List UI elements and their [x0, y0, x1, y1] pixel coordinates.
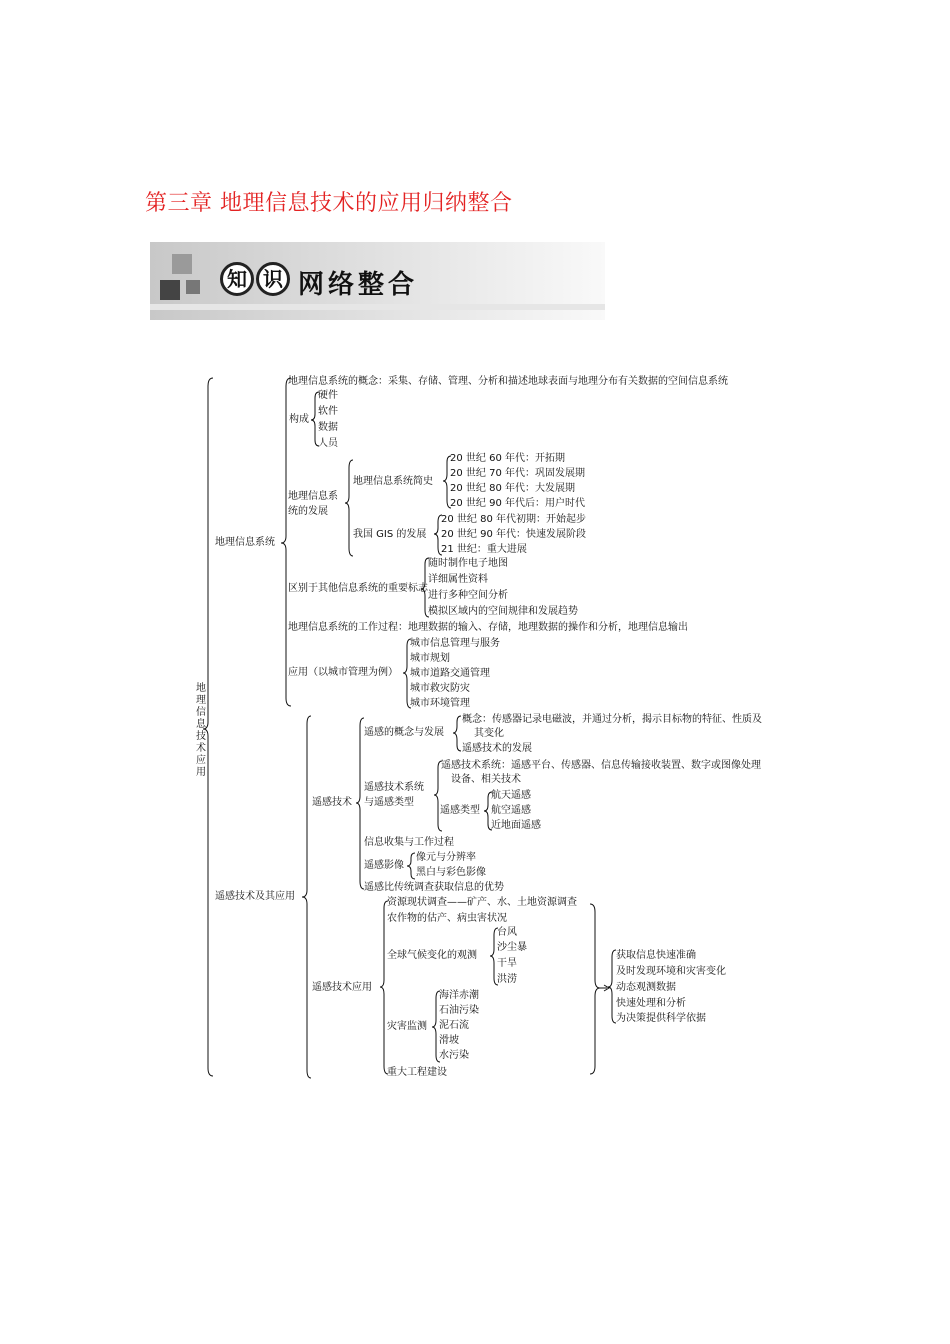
application-item: 城市救灾防灾 — [410, 683, 470, 694]
rs-system: 设备、相关技术 — [451, 774, 521, 785]
rs-app-engineering: 重大工程建设 — [387, 1067, 447, 1078]
rs-climate-item: 台风 — [497, 927, 517, 938]
rs-concept: 其变化 — [474, 728, 504, 739]
rs-disaster-node: 灾害监测 — [387, 1021, 427, 1032]
rs-types-node: 遥感类型 — [440, 805, 480, 816]
composition-item: 软件 — [318, 406, 338, 417]
application-item: 城市道路交通管理 — [410, 668, 490, 679]
benefit-item: 动态观测数据 — [616, 982, 676, 993]
rs-app-crop: 农作物的估产、病虫害状况 — [387, 913, 507, 924]
china-gis-item: 20 世纪 90 年代：快速发展阶段 — [441, 529, 586, 540]
rs-advantage: 遥感比传统调查获取信息的优势 — [364, 882, 504, 893]
rs-type-item: 航天遥感 — [491, 790, 531, 801]
rs-climate-item: 干旱 — [497, 958, 517, 969]
history-item: 20 世纪 70 年代：巩固发展期 — [450, 468, 585, 479]
benefit-item: 为决策提供科学依据 — [616, 1013, 706, 1024]
development-node: 统的发展 — [288, 506, 328, 517]
rs-climate-node: 全球气候变化的观测 — [387, 950, 477, 961]
gis-node: 地理信息系统 — [215, 537, 275, 548]
composition-item: 硬件 — [318, 390, 338, 401]
composition-node: 构成 — [289, 414, 309, 425]
benefit-item: 获取信息快速准确 — [616, 950, 696, 961]
rs-imagery-node: 遥感影像 — [364, 860, 404, 871]
rs-tech-node: 遥感技术 — [312, 797, 352, 808]
rs-disaster-item: 水污染 — [439, 1050, 469, 1061]
rs-node: 遥感技术及其应用 — [215, 891, 295, 902]
rs-system-node: 与遥感类型 — [364, 797, 414, 808]
rs-concept-dev-node: 遥感的概念与发展 — [364, 727, 444, 738]
history-item: 20 世纪 60 年代：开拓期 — [450, 453, 565, 464]
rs-imagery-item: 黑白与彩色影像 — [416, 867, 486, 878]
rs-development: 遥感技术的发展 — [462, 743, 532, 754]
rs-info-process: 信息收集与工作过程 — [364, 837, 454, 848]
rs-type-item: 航空遥感 — [491, 805, 531, 816]
banner-char-2: 识 — [256, 262, 290, 296]
benefit-item: 及时发现环境和灾害变化 — [616, 966, 726, 977]
rs-system-node: 遥感技术系统 — [364, 782, 424, 793]
rs-system: 遥感技术系统：遥感平台、传感器、信息传输接收装置、数字或图像处理 — [441, 760, 761, 771]
application-item: 城市规划 — [410, 653, 450, 664]
distinction-item: 模拟区域内的空间规律和发展趋势 — [428, 606, 578, 617]
history-node: 地理信息系统简史 — [353, 476, 433, 487]
rs-climate-item: 沙尘暴 — [497, 942, 527, 953]
history-item: 20 世纪 90 年代后：用户时代 — [450, 498, 585, 509]
distinction-item: 详细属性资料 — [428, 574, 488, 585]
history-item: 20 世纪 80 年代：大发展期 — [450, 483, 575, 494]
rs-concept: 概念：传感器记录电磁波，并通过分析，揭示目标物的特征、性质及 — [462, 714, 762, 725]
page-title: 第三章 地理信息技术的应用归纳整合 — [145, 191, 513, 216]
gis-workflow: 地理信息系统的工作过程：地理数据的输入、存储，地理数据的操作和分析，地理信息输出 — [288, 622, 688, 633]
composition-item: 人员 — [318, 438, 338, 449]
rs-disaster-item: 泥石流 — [439, 1020, 469, 1031]
application-item: 城市信息管理与服务 — [410, 638, 500, 649]
rs-imagery-item: 像元与分辨率 — [416, 852, 476, 863]
banner-char-1: 知 — [220, 262, 254, 296]
rs-type-item: 近地面遥感 — [491, 820, 541, 831]
rs-disaster-item: 滑坡 — [439, 1035, 459, 1046]
rs-disaster-item: 海洋赤潮 — [439, 990, 479, 1001]
development-node: 地理信息系 — [288, 491, 338, 502]
china-gis-node: 我国 GIS 的发展 — [353, 529, 427, 540]
rs-climate-item: 洪涝 — [497, 974, 517, 985]
distinction-node: 区别于其他信息系统的重要标志 — [288, 583, 428, 594]
china-gis-item: 20 世纪 80 年代初期：开始起步 — [441, 514, 586, 525]
rs-application-node: 遥感技术应用 — [312, 982, 372, 993]
application-node: 应用（以城市管理为例） — [288, 667, 398, 678]
rs-app-resource: 资源现状调查——矿产、水、土地资源调查 — [387, 897, 577, 908]
composition-item: 数据 — [318, 422, 338, 433]
distinction-item: 进行多种空间分析 — [428, 590, 508, 601]
banner-text: 网络整合 — [298, 270, 419, 300]
gis-concept: 地理信息系统的概念：采集、存储、管理、分析和描述地球表面与地理分布有关数据的空间信息系统 — [288, 376, 728, 387]
distinction-item: 随时制作电子地图 — [428, 558, 508, 569]
china-gis-item: 21 世纪：重大进展 — [441, 544, 527, 555]
root-node: 地理信息技术应用 — [196, 683, 206, 778]
application-item: 城市环境管理 — [410, 698, 470, 709]
benefit-item: 快速处理和分析 — [616, 998, 686, 1009]
rs-disaster-item: 石油污染 — [439, 1005, 479, 1016]
